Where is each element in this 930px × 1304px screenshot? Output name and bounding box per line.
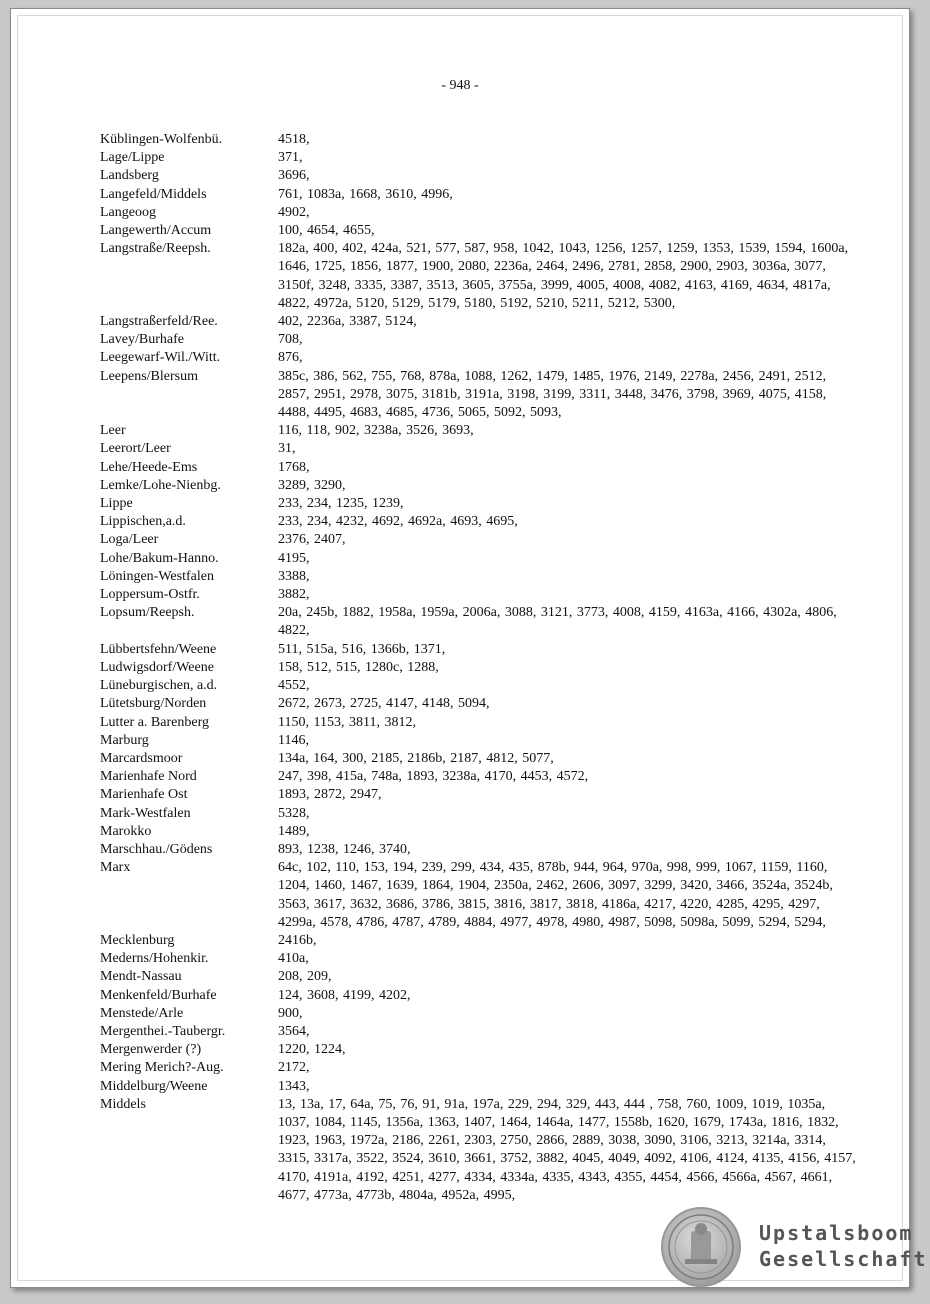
index-entry [100,659,860,677]
place-name: Loppersum-Ostfr. [100,587,200,603]
place-name: Lohe/Bakum-Hanno. [100,550,219,566]
reference-numbers: 64c, 102, 110, 153, 194, 239, 299, 434, 435, 878b, 944, 964, 970a, 998, 999, 1067, 1159, 1160, 1204, 1460, 1467, 1639, 1864, 1904, 2350a, 2462, 2606, 3097, 3299, 3420, 3466, 3524a, 3524b, 3563, 3617, 3632, 3686, 3786, 3815, 3816, 3817, 3818, 4186a, 4217, 4220, 4285, 4295, 4297, 4299a, 4578, 4786, 4787, 4789, 4884, 4977, 4978, 4980, 4987, 5098, 5098a, 5099, 5294, 5294, [278,860,833,930]
index-entry [100,459,860,477]
reference-numbers: 3564, [278,1023,310,1039]
index-entry [100,823,860,841]
index-entry [100,550,860,568]
index-entry [100,786,860,804]
reference-numbers: 1489, [278,823,310,839]
reference-numbers: 2376, 2407, [278,532,346,548]
index-entry [100,568,860,586]
reference-numbers: 371, [278,150,303,166]
index-entry [100,477,860,495]
index-entry [100,131,860,149]
place-name: Langstraße/Reepsh. [100,241,211,257]
place-name: Leer [100,423,126,439]
place-name: Lippischen,a.d. [100,514,186,530]
place-name: Middelburg/Weene [100,1078,208,1094]
place-name: Lehe/Heede-Ems [100,459,198,475]
place-name: Langstraßerfeld/Ree. [100,314,218,330]
place-name: Mergenthei.-Taubergr. [100,1023,226,1039]
reference-numbers: 1146, [278,732,309,748]
reference-numbers: 410a, [278,951,309,967]
place-name: Lavey/Burhafe [100,332,184,348]
reference-numbers: 402, 2236a, 3387, 5124, [278,314,417,330]
index-entry [100,1041,860,1059]
index-entry [100,950,860,968]
page-number: - 948 - [441,78,479,93]
reference-numbers: 182a, 400, 402, 424a, 521, 577, 587, 958, 1042, 1043, 1256, 1257, 1259, 1353, 1539, 1594, 1600a, 1646, 1725, 1856, 1877, 1900, 2080, 2236a, 2464, 2496, 2781, 2858, 2900, 2903, 3036a, 3077, 3150f, 3248, 3335, 3387, 3513, 3605, 3755a, 3999, 4005, 4008, 4082, 4163, 4169, 4634, 4817a, 4822, 4972a, 5120, 5129, 5179, 5180, 5192, 5210, 5211, 5212, 5300, [278,241,849,311]
index-entry [100,204,860,222]
reference-numbers: 233, 234, 1235, 1239, [278,496,404,512]
reference-numbers: 116, 118, 902, 3238a, 3526, 3693, [278,423,474,439]
index-entry [100,750,860,768]
place-name: Landsberg [100,168,159,184]
index-entry [100,222,860,240]
index-entry [100,149,860,167]
reference-numbers: 3289, 3290, [278,477,346,493]
place-name: Lübbertsfehn/Weene [100,641,217,657]
reference-numbers: 208, 209, [278,969,332,985]
index-entry [100,695,860,713]
place-name: Marschhau./Gödens [100,841,213,857]
place-name: Lütetsburg/Norden [100,696,207,712]
place-name: Ludwigsdorf/Weene [100,659,214,675]
index-entry [100,368,860,423]
place-name: Langefeld/Middels [100,186,207,202]
place-name: Mergenwerder (?) [100,1042,202,1058]
index-entry [100,167,860,185]
reference-numbers: 4518, [278,132,310,147]
reference-numbers: 233, 234, 4232, 4692, 4692a, 4693, 4695, [278,514,518,530]
place-name: Lage/Lippe [100,150,165,166]
reference-numbers: 1343, [278,1078,310,1094]
reference-numbers: 4552, [278,678,310,694]
reference-numbers: 893, 1238, 1246, 3740, [278,841,411,857]
place-name: Marienhafe Nord [100,769,197,785]
place-name: Marienhafe Ost [100,787,188,803]
index-entry [100,1096,860,1205]
reference-numbers: 247, 398, 415a, 748a, 1893, 3238a, 4170, 4453, 4572, [278,769,589,785]
place-name: Lüneburgischen, a.d. [100,678,218,694]
reference-numbers: 511, 515a, 516, 1366b, 1371, [278,641,446,657]
reference-numbers: 761, 1083a, 1668, 3610, 4996, [278,186,453,202]
place-name: Löningen-Westfalen [100,568,214,584]
reference-numbers: 708, [278,332,303,348]
reference-numbers: 100, 4654, 4655, [278,223,375,239]
place-name: Leegewarf-Wil./Witt. [100,350,221,366]
place-name: Middels [100,1096,146,1112]
index-entry [100,240,860,313]
place-name: Loga/Leer [100,532,159,548]
place-name: Mederns/Hohenkir. [100,951,209,967]
reference-numbers: 3882, [278,587,310,603]
reference-numbers: 1220, 1224, [278,1042,346,1058]
index-entry [100,331,860,349]
place-name: Leepens/Blersum [100,368,198,384]
index-entry [100,768,860,786]
index-entry [100,805,860,823]
reference-numbers: 385c, 386, 562, 755, 768, 878a, 1088, 1262, 1479, 1485, 1976, 2149, 2278a, 2456, 2491, 2512, 2857, 2951, 2978, 3075, 3181b, 3191a, 3198, 3199, 3311, 3448, 3476, 3798, 3969, 4075, 4158, 4488, 4495, 4683, 4685, 4736, 5065, 5092, 5093, [278,368,827,421]
index-entry [100,422,860,440]
reference-numbers: 876, [278,350,303,366]
index-entry [100,1023,860,1041]
watermark [661,1207,928,1287]
index-entry [100,932,860,950]
index-entry [100,604,860,640]
place-name: Marburg [100,732,149,748]
index-entry [100,677,860,695]
reference-numbers: 134a, 164, 300, 2185, 2186b, 2187, 4812, 5077, [278,750,554,766]
index-entry [100,440,860,458]
index-entry [100,349,860,367]
reference-numbers: 158, 512, 515, 1280c, 1288, [278,659,439,675]
place-name: Marokko [100,823,152,839]
index-entry [100,495,860,513]
reference-numbers: 31, [278,441,296,457]
place-name: Mecklenburg [100,932,175,948]
reference-numbers: 1893, 2872, 2947, [278,787,382,803]
reference-numbers: 4902, [278,204,310,220]
index-entry [100,531,860,549]
reference-numbers: 3696, [278,168,310,184]
index-entry [100,714,860,732]
place-name: Lutter a. Barenberg [100,714,209,730]
place-name: Langewerth/Accum [100,223,212,239]
reference-numbers: 1768, [278,459,310,475]
place-name: Lippe [100,496,133,512]
reference-numbers: 900, [278,1005,303,1021]
index-entry [100,313,860,331]
index-entry [100,987,860,1005]
seal-icon [661,1207,741,1287]
index-entry [100,1059,860,1077]
index-entry [100,641,860,659]
index-entry [100,586,860,604]
reference-numbers: 124, 3608, 4199, 4202, [278,987,411,1003]
place-name: Lopsum/Reepsh. [100,605,195,621]
watermark-line-1: Upstalsboom [759,1221,914,1245]
place-name: Langeoog [100,204,156,220]
reference-numbers: 4195, [278,550,310,566]
reference-numbers: 2672, 2673, 2725, 4147, 4148, 5094, [278,696,490,712]
reference-numbers: 1150, 1153, 3811, 3812, [278,714,416,730]
place-name: Leerort/Leer [100,441,171,457]
index-entry [100,732,860,750]
place-index-list [100,131,860,1205]
index-entry [100,859,860,932]
watermark-line-2: Gesellschaft [759,1247,928,1271]
place-name: Mark-Westfalen [100,805,191,821]
place-name: Lemke/Lohe-Nienbg. [100,477,221,493]
index-entry [100,186,860,204]
index-entry [100,968,860,986]
place-name: Mendt-Nassau [100,969,182,985]
reference-numbers: 5328, [278,805,310,821]
place-name: Küblingen-Wolfenbü. [100,132,223,147]
place-name: Menstede/Arle [100,1005,184,1021]
place-name: Marx [100,860,131,876]
index-entry [100,513,860,531]
index-entry [100,1005,860,1023]
index-entry [100,841,860,859]
document-page [10,8,928,1288]
place-name: Marcardsmoor [100,750,183,766]
reference-numbers: 2172, [278,1060,310,1076]
place-name: Mering Merich?-Aug. [100,1060,224,1076]
reference-numbers: 3388, [278,568,310,584]
index-entry [100,1078,860,1096]
reference-numbers: 2416b, [278,932,317,948]
place-name: Menkenfeld/Burhafe [100,987,217,1003]
reference-numbers: 13, 13a, 17, 64a, 75, 76, 91, 91a, 197a, 229, 294, 329, 443, 444 , 758, 760, 1009, 1019, 1035a, 1037, 1084, 1145, 1356a, 1363, 1407, 1464, 1464a, 1477, 1558b, 1620, 1679, 1743a, 1816, 1832, 1923, 1963, 1972a, 2186, 2261, 2303, 2750, 2866, 2889, 3038, 3090, 3106, 3213, 3214a, 3314, 3315, 3317a, 3522, 3524, 3610, 3661, 3752, 3882, 4045, 4049, 4092, 4106, 4124, 4135, 4156, 4157, 4170, 4191a, 4192, 4251, 4277, 4334, 4334a, 4335, 4343, 4355, 4454, 4566, 4566a, 4567, 4661, 4677, 4773a, 4773b, 4804a, 4952a, 4995, [278,1096,856,1203]
reference-numbers: 20a, 245b, 1882, 1958a, 1959a, 2006a, 3088, 3121, 3773, 4008, 4159, 4163a, 4166, 4302a, 4806, 4822, [278,605,837,639]
